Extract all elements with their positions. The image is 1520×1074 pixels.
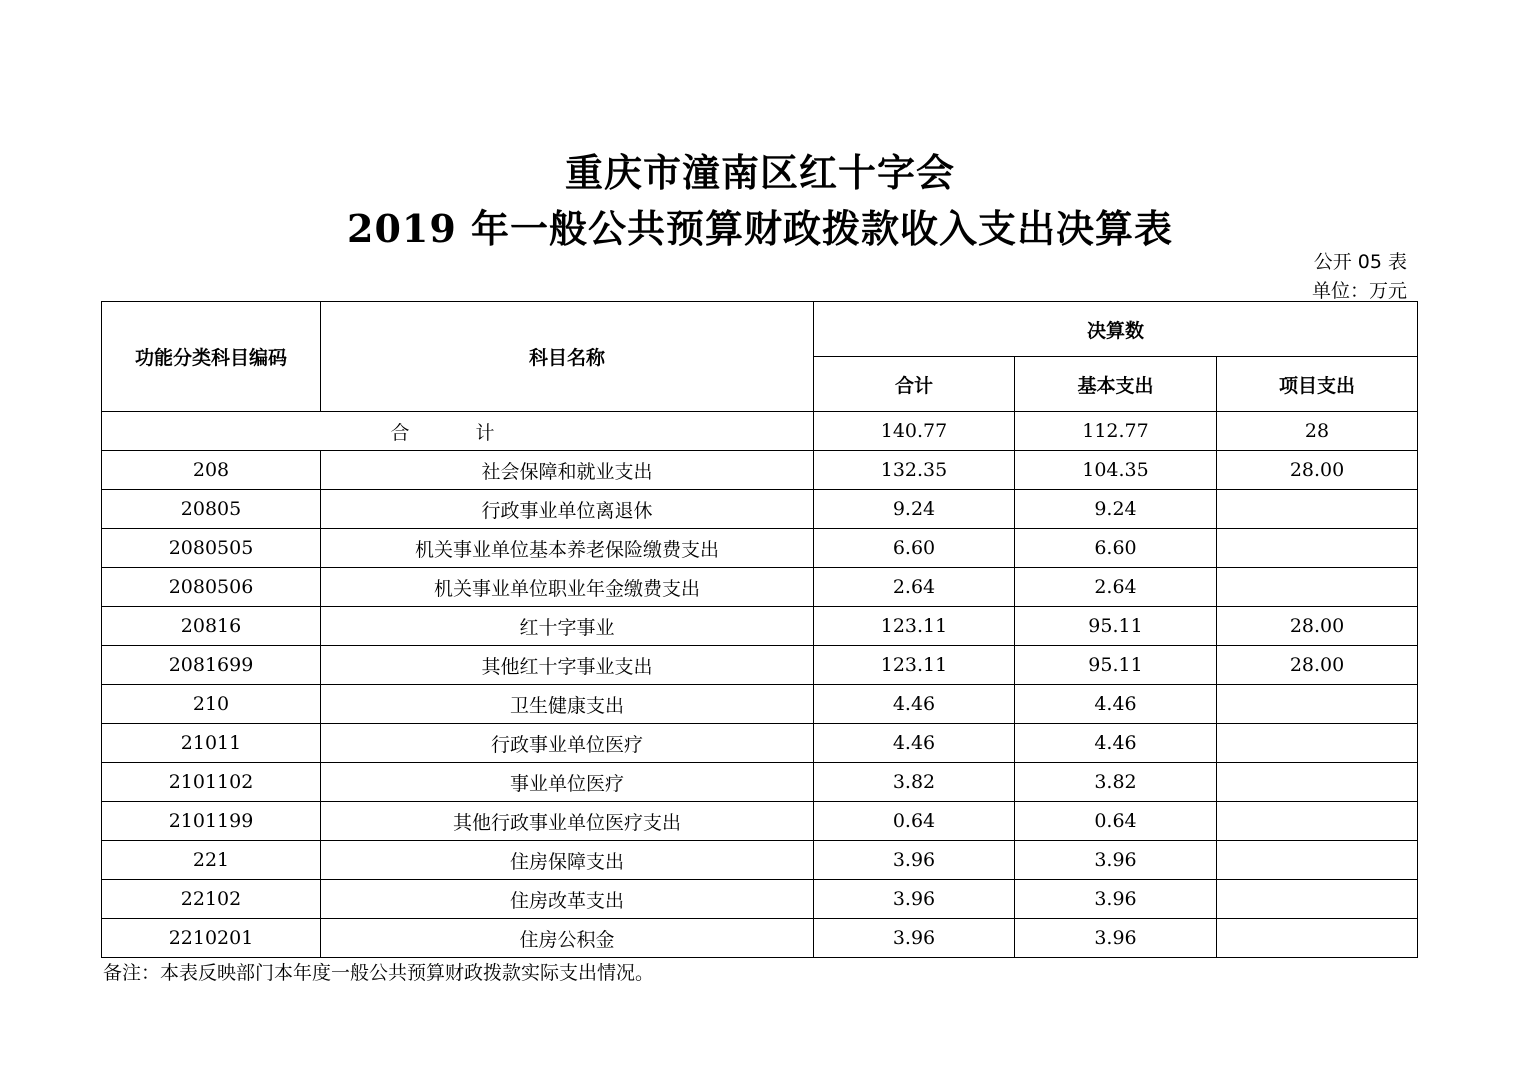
row-total: 123.11: [814, 646, 1015, 685]
table-row: [102, 529, 1418, 568]
row-total: 3.96: [814, 919, 1015, 958]
unit-label: 单位：万元: [1311, 280, 1407, 302]
row-project: [1217, 685, 1418, 724]
row-total: 123.11: [814, 607, 1015, 646]
table-row: [102, 685, 1418, 724]
row-basic: 3.96: [1015, 880, 1217, 919]
row-code: 20816: [102, 607, 321, 646]
table-row: [102, 841, 1418, 880]
row-code: 2210201: [102, 919, 321, 958]
row-project: [1217, 802, 1418, 841]
row-project: [1217, 490, 1418, 529]
row-name: 住房改革支出: [321, 880, 814, 919]
row-total: 4.46: [814, 724, 1015, 763]
row-total: 132.35: [814, 451, 1015, 490]
table-row: [102, 724, 1418, 763]
row-total: 6.60: [814, 529, 1015, 568]
table-row: [102, 763, 1418, 802]
row-project: 28.00: [1217, 646, 1418, 685]
table-row: [102, 802, 1418, 841]
row-basic: 3.96: [1015, 841, 1217, 880]
row-basic: 95.11: [1015, 607, 1217, 646]
row-name: 住房公积金: [321, 919, 814, 958]
budget-table: [101, 301, 1418, 958]
row-name: 其他行政事业单位医疗支出: [321, 802, 814, 841]
header-basic: 基本支出: [1015, 357, 1217, 412]
row-project: [1217, 724, 1418, 763]
row-code: 20805: [102, 490, 321, 529]
page-title: 重庆市潼南区红十字会: [564, 150, 955, 195]
total-row-label: 合 计: [102, 412, 814, 451]
row-name: 行政事业单位离退休: [321, 490, 814, 529]
total-row-project: 28: [1217, 412, 1418, 451]
header-code: 功能分类科目编码: [102, 302, 321, 412]
row-name: 社会保障和就业支出: [321, 451, 814, 490]
row-code: 21011: [102, 724, 321, 763]
row-project: [1217, 841, 1418, 880]
row-code: 221: [102, 841, 321, 880]
row-basic: 104.35: [1015, 451, 1217, 490]
row-name: 住房保障支出: [321, 841, 814, 880]
row-name: 行政事业单位医疗: [321, 724, 814, 763]
row-code: 2081699: [102, 646, 321, 685]
row-code: 2101102: [102, 763, 321, 802]
row-total: 2.64: [814, 568, 1015, 607]
header-group: 决算数: [814, 302, 1418, 357]
table-row: [102, 451, 1418, 490]
row-basic: 4.46: [1015, 724, 1217, 763]
row-code: 2080506: [102, 568, 321, 607]
table-number: 公开 05 表: [1313, 251, 1407, 273]
row-project: [1217, 919, 1418, 958]
row-total: 9.24: [814, 490, 1015, 529]
row-code: 2080505: [102, 529, 321, 568]
table-row: [102, 646, 1418, 685]
table-row: [102, 490, 1418, 529]
header-name: 科目名称: [321, 302, 814, 412]
row-basic: 4.46: [1015, 685, 1217, 724]
row-name: 事业单位医疗: [321, 763, 814, 802]
row-basic: 3.96: [1015, 919, 1217, 958]
header-project: 项目支出: [1217, 357, 1418, 412]
row-code: 22102: [102, 880, 321, 919]
row-basic: 3.82: [1015, 763, 1217, 802]
row-total: 3.96: [814, 880, 1015, 919]
row-code: 210: [102, 685, 321, 724]
table-row: [102, 880, 1418, 919]
row-project: [1217, 880, 1418, 919]
row-name: 机关事业单位基本养老保险缴费支出: [321, 529, 814, 568]
row-project: [1217, 763, 1418, 802]
row-basic: 95.11: [1015, 646, 1217, 685]
row-name: 其他红十字事业支出: [321, 646, 814, 685]
row-basic: 6.60: [1015, 529, 1217, 568]
row-name: 卫生健康支出: [321, 685, 814, 724]
row-name: 机关事业单位职业年金缴费支出: [321, 568, 814, 607]
row-project: 28.00: [1217, 451, 1418, 490]
table-row: [102, 919, 1418, 958]
row-code: 2101199: [102, 802, 321, 841]
row-basic: 0.64: [1015, 802, 1217, 841]
footnote: 备注：本表反映部门本年度一般公共预算财政拨款实际支出情况。: [103, 962, 655, 984]
table-row: [102, 607, 1418, 646]
row-basic: 9.24: [1015, 490, 1217, 529]
row-project: [1217, 568, 1418, 607]
total-row-total: 140.77: [814, 412, 1015, 451]
row-project: 28.00: [1217, 607, 1418, 646]
table-row: [102, 568, 1418, 607]
header-row: [102, 302, 1418, 357]
row-name: 红十字事业: [321, 607, 814, 646]
row-code: 208: [102, 451, 321, 490]
total-row: [102, 412, 1418, 451]
total-row-basic: 112.77: [1015, 412, 1217, 451]
row-total: 3.82: [814, 763, 1015, 802]
row-total: 3.96: [814, 841, 1015, 880]
page-subtitle: 2019 年一般公共预算财政拨款收入支出决算表: [347, 206, 1173, 251]
header-total: 合计: [814, 357, 1015, 412]
row-project: [1217, 529, 1418, 568]
row-total: 4.46: [814, 685, 1015, 724]
row-total: 0.64: [814, 802, 1015, 841]
row-basic: 2.64: [1015, 568, 1217, 607]
